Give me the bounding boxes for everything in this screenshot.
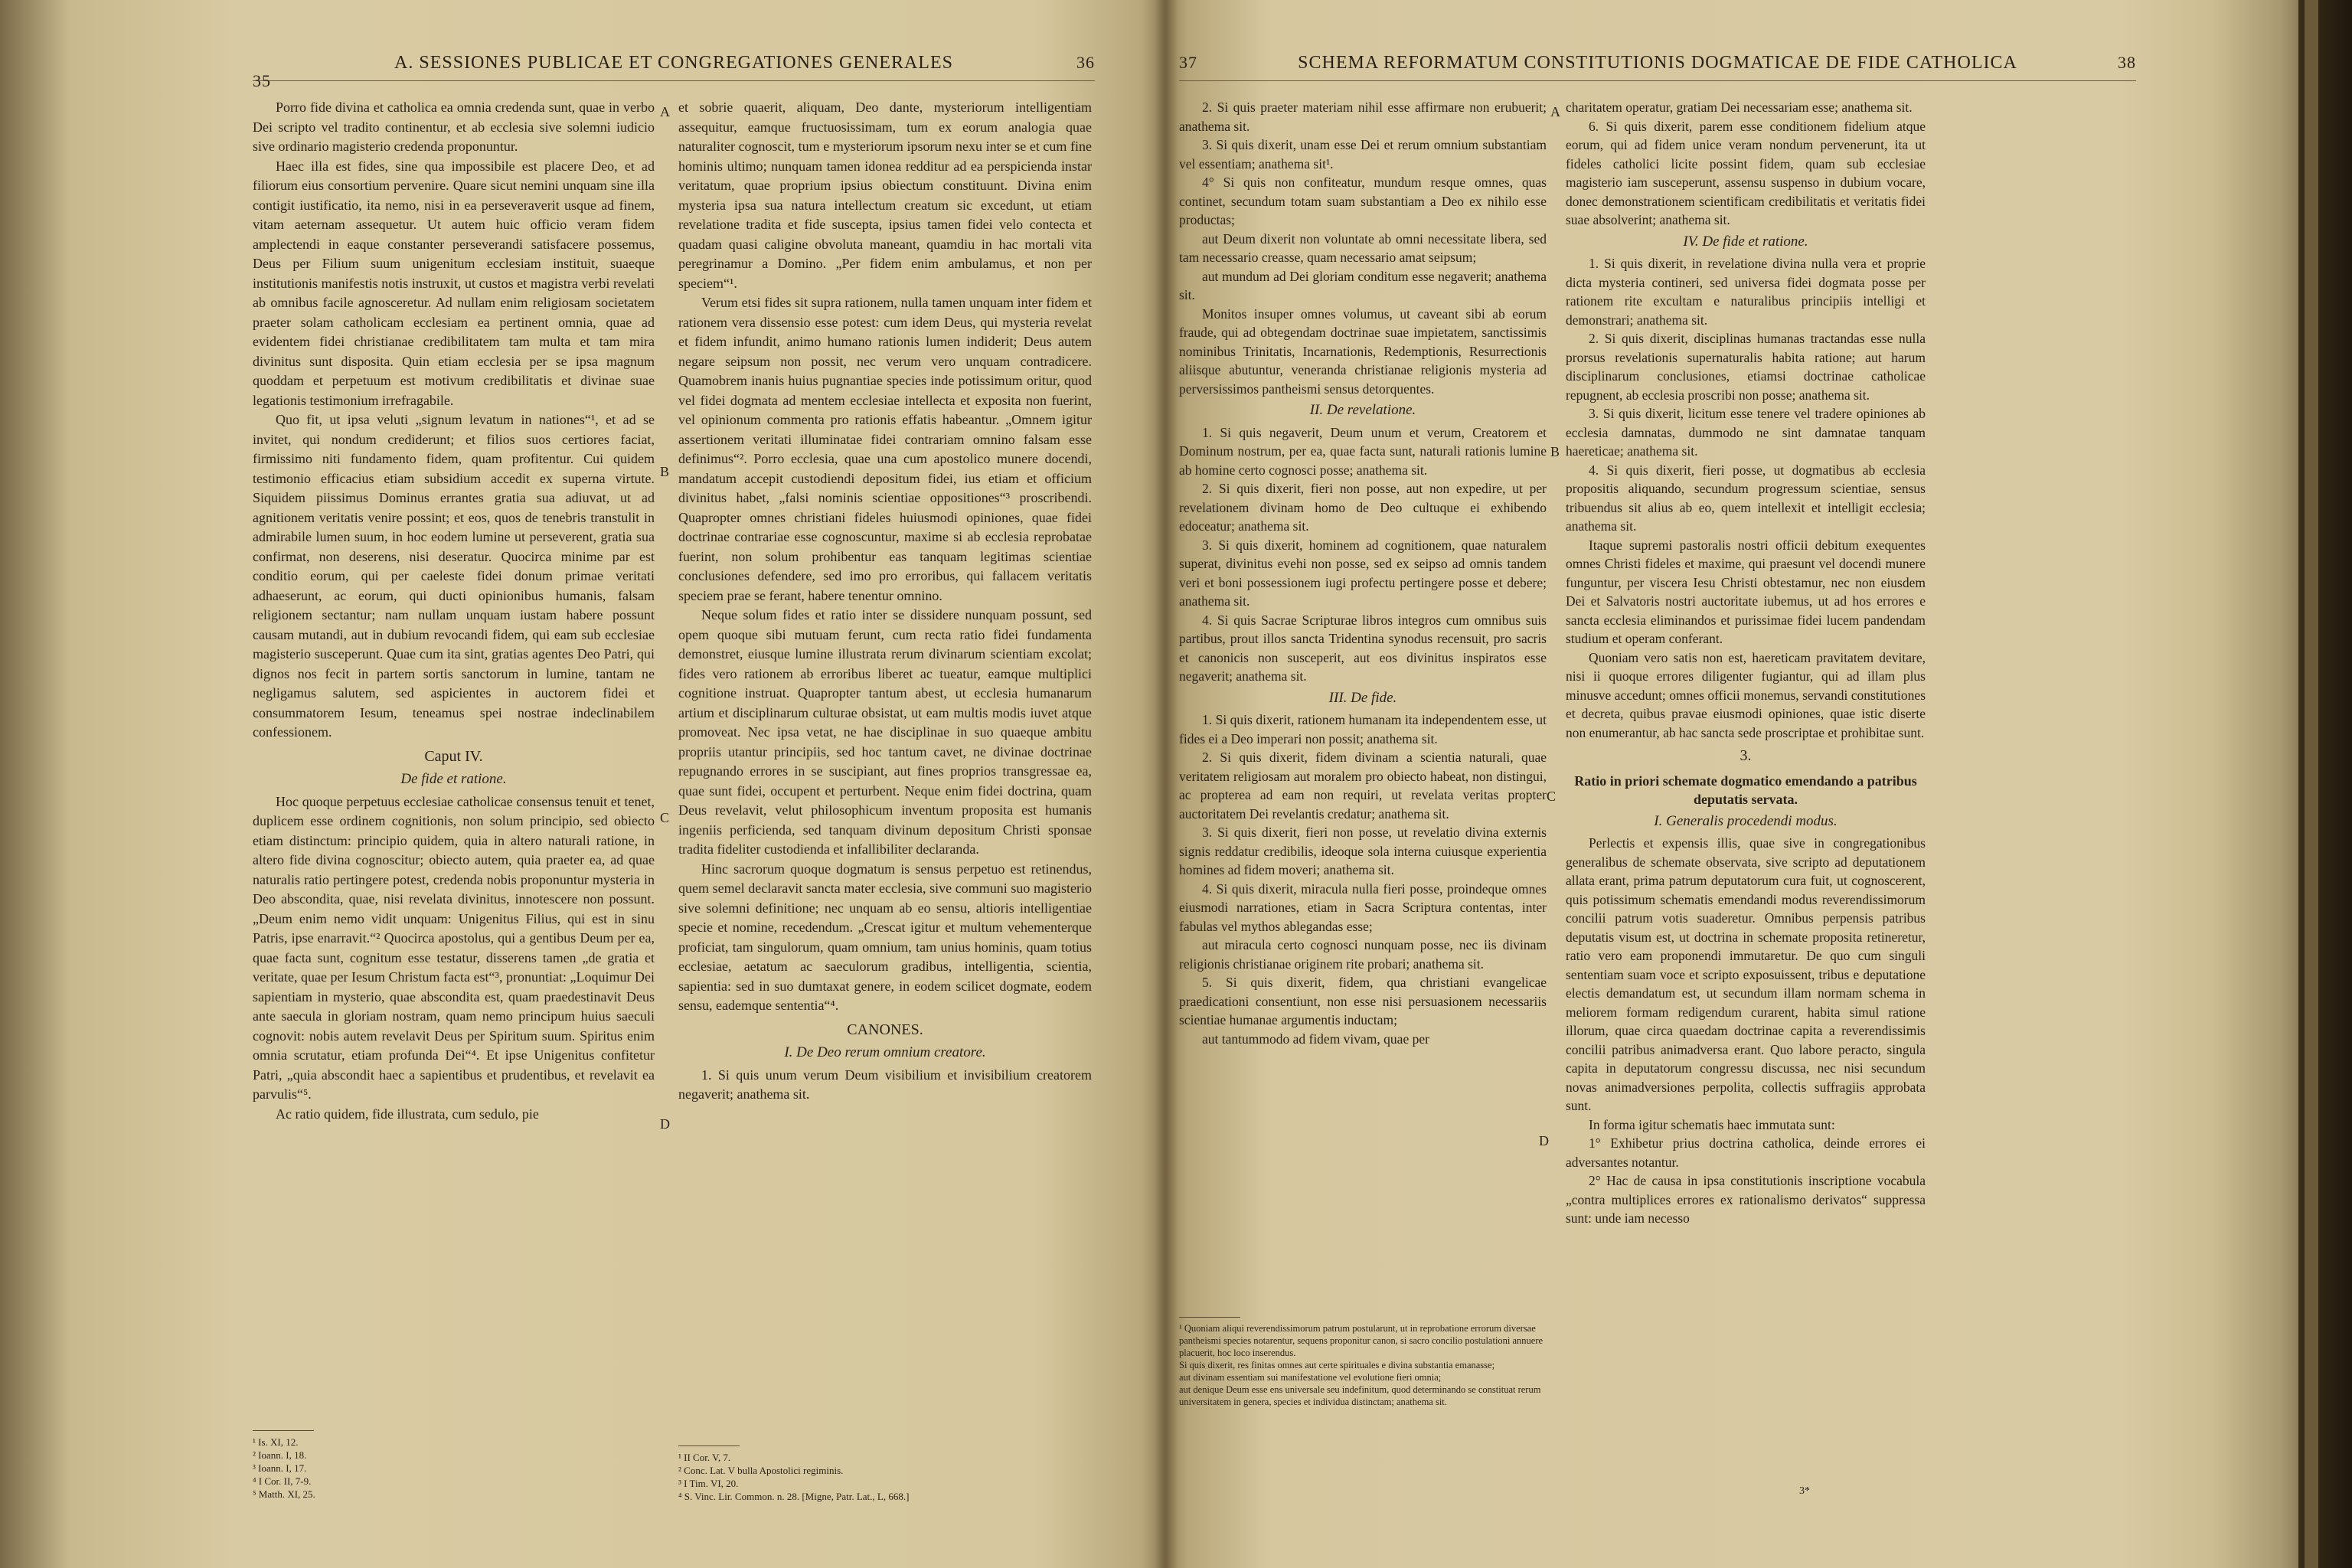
page-number: 37 — [1179, 53, 1197, 72]
footnote: aut divinam essentiam sui manifestatione vel evolutione fieri omnia; — [1179, 1372, 1442, 1383]
paragraph: In forma igitur schematis haec immutata sunt: — [1589, 1116, 1835, 1132]
paragraph: Ac ratio quidem, fide illustrata, cum sedulo, pie — [276, 1106, 539, 1122]
margin-letter: C — [1547, 789, 1557, 804]
canon: 4. Si quis Sacrae Scripturae libros integros cum omnibus suis partibus, prout illos sancta Tridentina synodus recensuit, pro sacris et canonicis non susceperit, aut eos divinitus inspiratos esse negaverit; anathema sit. — [1179, 612, 1547, 684]
canon: aut miracula certo cognosci nunquam posse, nec iis divinam religionis christianae originem rite probari; anathema sit. — [1179, 937, 1547, 972]
footnote: ¹ Quoniam aliqui reverendissimorum patrum postularunt, ut in reprobatione errorum diversae pantheismi species notarentur, sequens proponitur canon, si sacro concilio postulationi annuere placuerit, hoc loco inserendus. — [1179, 1323, 1544, 1358]
book-cover-edge — [2298, 0, 2352, 1568]
paragraph: charitatem operatur, gratiam Dei necessariam esse; anathema sit. — [1566, 100, 1913, 115]
chapter-subtitle: De fide et ratione. — [400, 771, 507, 787]
left-col1-footnotes — [253, 1430, 655, 1501]
running-title: SCHEMA REFORMATUM CONSTITUTIONIS DOGMATICAE DE FIDE CATHOLICA — [1298, 53, 2017, 73]
paragraph: Porro fide divina et catholica ea omnia credenda sunt, quae in verbo Dei scripto vel tradito continentur, et ab ecclesia sive solemni iudicio sive ordinario magisterio credenda proponuntur. — [253, 100, 655, 154]
canon: 3. Si quis dixerit, licitum esse tenere vel tradere opiniones ab ecclesia damnatas, dummodo ne sint damnatae tanquam haereticae; anathema sit. — [1566, 406, 1926, 459]
footnote: ⁴ S. Vinc. Lir. Common. n. 28. [Migne, Patr. Lat., L, 668.] — [678, 1491, 910, 1502]
paragraph: Hinc sacrorum quoque dogmatum is sensus perpetuo est retinendus, quem semel declaravit sancta mater ecclesia, sive communi suo magisterio sive solemni definitione; nec unquam ab eo sensu, altioris intelligentiae specie et nomine, recedendum. „Crescat igitur et multum vehementerque proficiat, tam singulorum, quam omnium, tam unius hominis, quam totius ecclesiae, aetatum ac saeculorum gradibus, intelligentia, scientia, sapientia: sed in suo dumtaxat genere, in eodem scilicet dogmate, eodem sensu, eademque sententia“⁴. — [678, 861, 1092, 1013]
signature-mark: 3* — [1799, 1485, 1810, 1497]
paragraph: Perlectis et expensis illis, quae sive in congregationibus generalibus de schemate observata, sive scripto ad deputationem allata erant, prima patrum deputatorum cura fuit, ut cognoscerent, quis potissimum schematis emendandi modus reverendissimorum concilii patrum votis suaderetur. Omnibus perpensis patribus deputatis visum est, ut doctrina in schemate proposita retineretur, ratio vero eam proponendi immutaretur. De quo cum singuli sententiam suam voce et scripto exposuissent, tribus e deputatione electis demandatum est, ut secundum illam normam schema in meliorem formam redigendum curarent, habita simul ratione illorum, quae circa quaedam doctrinae capita a reverendissimis concilii patribus animadversa erant. Quo labore peracto, singula capita in deputatorum congressu discussa, nec nisi secundum novas animadversiones perpolita, collectis suffragiis approbata sunt. — [1566, 835, 1926, 1113]
page-number: 38 — [2118, 53, 2136, 72]
left-column-1 — [253, 98, 655, 1124]
section-subtitle: I. Generalis procedendi modus. — [1654, 812, 1838, 829]
canon: 6. Si quis dixerit, parem esse conditionem fidelium atque eorum, qui ad fidem unice veram nondum pervenerunt, ita ut fideles catholici licite possint fidem, quam sub ecclesiae magisterio iam susceperunt, assensu suspenso in dubium vocare, donec demonstrationem scientificam credibilitatis et veritatis fidei suae absolverint; anathema sit. — [1566, 118, 1926, 227]
margin-letter: A — [1550, 104, 1560, 119]
paragraph: Hoc quoque perpetuus ecclesiae catholicae consensus tenuit et tenet, duplicem esse ordinem cognitionis, non solum principio, sed obiecto etiam distinctum: principio quidem, quia in altero naturali ratione, in altero fide divina cognoscitur; obiecto autem, quia praeter ea, ad quae naturalis ratio pertingere potest, credenda nobis proponuntur mysteria in Deo abscondita, quae, nisi revelata divinitus, innotescere non possunt. „Deum enim nemo vidit unquam: Unigenitus Filius, qui est in sinu Patris, ipse enarravit.“² Quocirca apostolus, qui a gentibus Deum per ea, quae facta sunt, cognitum esse testatur, disserens tamen „de gratia et veritate, quae per Iesum Christum facta est“³, pronuntiat: „Loquimur Dei sapientiam in mysterio, quae abscondita est, quam praedestinavit Deus ante saecula in gloriam nostram, quam nemo principum huius saeculi cognovit: nobis autem revelavit Deus per Spiritum suum. Spiritus enim omnia scrutatur, etiam profunda Dei“⁴. Et ipse Unigenitus confitetur Patri, „quia abscondit haec a sapientibus et prudentibus, et revelavit ea parvulis“⁵. — [253, 793, 655, 1102]
right-column-2 — [1566, 98, 1926, 1228]
paragraph: Quo fit, ut ipsa veluti „signum levatum in nationes“¹, et ad se invitet, qui nondum crediderunt; et filios suos certiores faciat, firmissimo niti fundamento fidem, quam profitentur. Cui quidem testimonio efficacius etiam subsidium accedit ex superna virtute. Siquidem piissimus Dominus errantes gratia sua adiuvat, ut ad agnitionem veritatis venire possint; et eos, quos de tenebris transtulit in admirabile lumen suum, in hoc eodem lumine ut perseverent, gratia sua confirmat, non deserens, nisi deseratur. Quocirca minime par est conditio eorum, qui per caeleste fidei donum primae veritati adhaeserunt, ac eorum, qui ducti opinionibus humanis, falsam religionem sectantur; nam nullam unquam iustam habere possunt causam mutandi, aut in dubium revocandi fidem, qui eam sub ecclesiae magisterio susceperunt. Quae cum ita sint, gratias agentes Deo Patri, qui dignos nos fecit in partem sortis sanctorum in lumine, tantam ne negligamus salutem, sed aspicientes in auctorem fidei et consummatorem Iesum, teneamus spei nostrae indeclinabilem confessionem. — [253, 412, 655, 740]
canon: 1. Si quis dixerit, in revelatione divina nulla vera et proprie dicta mysteria contineri, sed universa fidei dogmata posse per rationem rite excultam e naturalibus principiis intelligi et demonstrari; anathema sit. — [1566, 256, 1926, 328]
margin-letter: D — [1539, 1133, 1549, 1148]
footnote: aut denique Deum esse ens universale seu indefinitum, quod determinando se constituat rerum universitatem in genera, species et individua distinctam; anathema sit. — [1179, 1384, 1541, 1407]
footnote: ⁴ I Cor. II, 7-9. — [253, 1475, 312, 1487]
canon: 4° Si quis non confiteatur, mundum resque omnes, quas continet, secundum totam suam substantiam a Deo ex nihilo esse productas; — [1179, 175, 1547, 227]
section-number: 3. — [1740, 747, 1752, 764]
running-title: A. SESSIONES PUBLICAE ET CONGREGATIONES GENERALES — [394, 53, 953, 73]
paragraph: Monitos insuper omnes volumus, ut caveant sibi ab eorum fraude, qui ad obtegendam doctrinae suae impietatem, sanctissimis nominibus Trinitatis, Incarnationis, Redemptionis, Resurrectionis aliisque abutuntur, veneranda christianae religionis mysteria ad perversissimos pantheismi sensus detorquentes. — [1179, 305, 1547, 397]
canon: aut Deum dixerit non voluntate ab omni necessitate libera, sed tam necessario creasse, quam necessario amat seipsum; — [1179, 230, 1547, 265]
paragraph: Itaque supremi pastoralis nostri officii debitum exequentes omnes Christi fideles et maxime, qui praesunt vel docendi munere funguntur, per viscera Iesu Christi obtestamur, nec non eiusdem Dei et Salvatoris nostri auctoritate iubemus, ut ad hos errores e sancta ecclesia eliminandos et purissimae fidei lucem pandendam studium et operam conferant. — [1566, 537, 1926, 646]
paragraph: Quoniam vero satis non est, haereticam pravitatem devitare, nisi ii quoque errores diligenter fugiantur, qui ad illam plus minusve accedunt; omnes officii monemus, servandi constitutiones et decreta, quibus pravae eiusmodi opiniones, quae istic diserte non enumerantur, ab hac sancta sede proscriptae et prohibitae sunt. — [1566, 649, 1926, 740]
paragraph: Neque solum fides et ratio inter se dissidere nunquam possunt, sed opem quoque sibi mutuam ferunt, cum recta ratio fidei fundamenta demonstret, eiusque lumine illustrata rerum divinarum scientiam excolat; fides vero rationem ab erroribus liberet ac tueatur, eamque multiplici cognitione instruat. Quapropter tantum abest, ut ecclesia humanarum artium et disciplinarum culturae obsistat, ut eam multis modis iuvet atque promoveat. Nec ipsa vetat, ne hae disciplinae in suo quaeque ambitu propriis utantur principiis, sed hoc tantum cavet, ne divinae doctrinae repugnando errores in se suscipiant, aut fines proprios transgressae ea, quae sunt fidei, occupent et perturbent. Neque enim fidei doctrina, quam Deus revelavit, velut philosophicum inventum proposita est humanis ingeniis perficienda, sed tanquam divinum depositum Christi sponsae tradita fideliter custodienda et infallibiliter declaranda. — [678, 607, 1092, 857]
paragraph: Haec illa est fides, sine qua impossibile est placere Deo, et ad filiorum eius consortium pervenire. Quare sicut nemini unquam sine illa contigit iustificatio, ita nemo, nisi in ea perseveraverit usque ad finem, vitam aeternam assequetur. Ut autem huic officio veram fidem amplectendi in eaque constanter perseverandi satisfacere possemus, Deus per Filium suum unigenitum ecclesiam instituit, suaeque institutionis manifestis notis instruxit, ut custos et magistra verbi revelati ab omnibus facile agnosceretur. Ad nullam enim religiosam societatem praeter solam catholicam ecclesiam ea pertinent omnia, quae ad evidentem fidei christianae credibilitatem tam multa et tam mira divinitus sunt disposita. Quin etiam ecclesia per se ipsa magnum quoddam et perpetuum est motivum credibilitatis et divinae suae legationis testimonium irrefragabile. — [253, 158, 655, 408]
canon: 3. Si quis dixerit, hominem ad cognitionem, quae naturalem superat, divinitus evehi non posse, sed ex seipso ad omnis tandem veri et boni possessionem iugi profectu pertingere posse et debere; anathema sit. — [1179, 537, 1547, 609]
page-number: 35 — [253, 71, 271, 90]
left-page — [253, 0, 1095, 1568]
right-page-header — [1179, 50, 2136, 81]
margin-letter: A — [660, 104, 670, 119]
canon: 2. Si quis dixerit, disciplinas humanas tractandas esse nulla prorsus revelationis supernaturalis habita ratione; aut harum disciplinarum conclusiones, etiamsi doctrinae catholicae repugnent, ab ecclesia proscribi non posse; anathema sit. — [1566, 331, 1926, 403]
canon: 3. Si quis dixerit, unam esse Dei et rerum omnium substantiam vel essentiam; anathema sit¹. — [1179, 137, 1547, 172]
footnote: ¹ II Cor. V, 7. — [678, 1452, 731, 1463]
left-column-2 — [678, 98, 1092, 1105]
footnote: ² Ioann. I, 18. — [253, 1449, 307, 1461]
canon: 4. Si quis dixerit, miracula nulla fieri posse, proindeque omnes eiusmodi narrationes, etiam in Sacra Scriptura contentas, inter fabulas vel mythos ablegandas esse; — [1179, 880, 1547, 934]
section-title: Ratio in priori schemate dogmatico emendando a patribus deputatis servata. — [1574, 773, 1917, 807]
right-page — [1179, 0, 2136, 1568]
section-subtitle: II. De revelatione. — [1309, 402, 1416, 418]
chapter-title: Caput IV. — [424, 747, 483, 765]
footnote: Si quis dixerit, res finitas omnes aut certe spirituales e divina substantia emanasse; — [1179, 1360, 1495, 1370]
section-title: CANONES. — [847, 1021, 923, 1038]
left-page-header — [253, 50, 1095, 90]
left-col2-footnotes — [678, 1446, 1092, 1503]
cover-band — [2305, 0, 2318, 1568]
paragraph: et sobrie quaerit, aliquam, Deo dante, mysteriorum intelligentiam assequitur, eamque fructuosissimam, tum ex eorum analogia quae naturaliter cognoscit, tum e mysteriorum ipsorum nexu inter se et cum fine hominis ultimo; nunquam tamen idonea redditur ad ea perspicienda instar veritatum, quae proprium ipsius obiectum constituunt. Divina enim mysteria ipsa sua natura intellectum creatum sic excedunt, ut etiam revelatione tradita et fide suscepta, ipsius tamen fidei velo contecta et quadam quasi caligine obvoluta maneant, quamdiu in hac mortali vita peregrinamur a Domino. „Per fidem enim ambulamus, et non per speciem“¹. — [678, 100, 1092, 291]
footnote: ¹ Is. XI, 12. — [253, 1436, 299, 1448]
margin-letter: B — [1550, 444, 1560, 459]
canon: 2. Si quis praeter materiam nihil esse affirmare non erubuerit; anathema sit. — [1179, 100, 1547, 134]
footnote: ⁵ Matth. XI, 25. — [253, 1488, 315, 1500]
paragraph: 1° Exhibetur prius doctrina catholica, deinde errores ei adversantes notantur. — [1566, 1135, 1926, 1170]
canon: 1. Si quis dixerit, rationem humanam ita independentem esse, ut fides ei a Deo imperari non possit; anathema sit. — [1179, 712, 1547, 746]
paragraph: Verum etsi fides sit supra rationem, nulla tamen unquam inter fidem et rationem vera dissensio esse potest: cum idem Deus, qui mysteria revelat et fidem infundit, animo humano rationis lumen indiderit; Deus autem negare seipsum non possit, nec verum vero unquam contradicere. Quamobrem inanis huius pugnantiae species inde potissimum oritur, quod vel fidei dogmata ad mentem ecclesiae intellecta et exposita non fuerint, vel opinionum commenta pro rationis effatis habeantur. „Omnem igitur assertionem veritati illuminatae fidei contrariam omnino falsam esse definimus“². Porro ecclesia, quae una cum apostolico munere docendi, mandatum accepit custodiendi depositum fidei, ius etiam et officium divinitus habet, „falsi nominis scientiae oppositiones“³ proscribendi. Quapropter omnes christiani fideles huiusmodi opiniones, quae fidei doctrinae contrariae esse cognoscuntur, maxime si ab ecclesia reprobatae fuerint, non solum prohibentur eas tanquam legitimas scientiae conclusiones defendere, sed imo pro erroribus, qui fallacem veritatis speciem prae se ferant, habere tenentur omnino. — [678, 295, 1092, 603]
canon: 3. Si quis dixerit, fieri non posse, ut revelatio divina externis signis reddatur credibilis, ideoque sola interna cuiusque experientia homines ad fidem moveri; anathema sit. — [1179, 825, 1547, 877]
canon: 5. Si quis dixerit, fidem, qua christiani evangelicae praedicationi consentiunt, non esse nisi persuasionem necessariis scientiae humanae argumentis inductam; — [1179, 975, 1547, 1027]
canon: aut tantummodo ad fidem vivam, quae per — [1202, 1031, 1429, 1047]
section-subtitle: I. De Deo rerum omnium creatore. — [784, 1044, 986, 1060]
section-subtitle: III. De fide. — [1328, 689, 1397, 706]
canon: 1. Si quis negaverit, Deum unum et verum, Creatorem et Dominum nostrum, per ea, quae facta sunt, naturali rationis lumine ab homine certo cognosci posse; anathema sit. — [1179, 424, 1547, 478]
margin-letter: C — [660, 810, 670, 825]
footnote: ³ Ioann. I, 17. — [253, 1462, 307, 1474]
canon: aut mundum ad Dei gloriam conditum esse negaverit; anathema sit. — [1179, 268, 1547, 302]
margin-letter: D — [660, 1116, 670, 1132]
footnote: ³ I Tim. VI, 20. — [678, 1478, 739, 1489]
page-number: 36 — [1076, 53, 1095, 72]
canon: 4. Si quis dixerit, fieri posse, ut dogmatibus ab ecclesia propositis aliquando, secundum progressum scientiae, sensus tribuendus sit alius ab eo, quem intellexit et intelligit ecclesia; anathema sit. — [1566, 462, 1926, 534]
book-spine — [1155, 0, 1178, 1568]
canon: 1. Si quis unum verum Deum visibilium et invisibilium creatorem negaverit; anathema sit. — [678, 1067, 1092, 1102]
right-column-1 — [1179, 98, 1547, 1048]
canon: 2. Si quis dixerit, fidem divinam a scientia naturali, quae veritatem religiosam aut moralem pro obiecto habeat, non distingui, ac propterea ad eam non requiri, ut revelata veritas propter auctoritatem Dei revelantis credatur; anathema sit. — [1179, 750, 1547, 822]
section-subtitle: IV. De fide et ratione. — [1683, 233, 1808, 250]
right-col1-footnotes — [1179, 1317, 1547, 1408]
paragraph: 2° Hac de causa in ipsa constitutionis inscriptione vocabula „contra multiplices errores ex rationalismo derivatos“ suppressa sunt: unde iam necesso — [1566, 1173, 1926, 1226]
canon: 2. Si quis dixerit, fieri non posse, aut non expedire, ut per revelationem divinam homo de Deo cultuque ei exhibendo edoceatur; anathema sit. — [1179, 481, 1547, 534]
footnote: ² Conc. Lat. V bulla Apostolici regiminis. — [678, 1465, 844, 1476]
margin-letter: B — [660, 464, 670, 479]
